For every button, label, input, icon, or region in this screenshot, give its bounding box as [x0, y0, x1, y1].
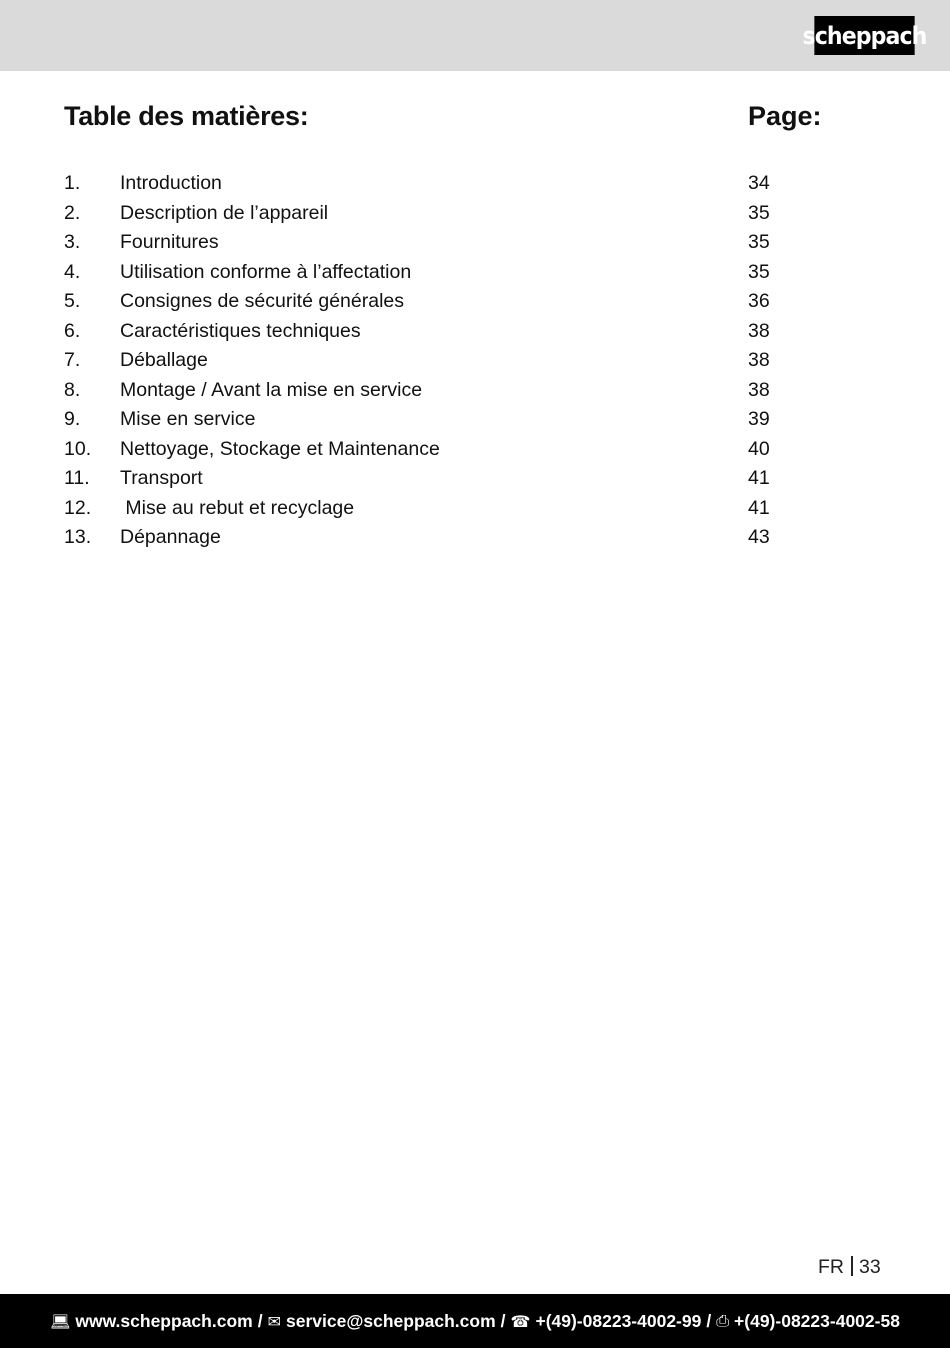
toc-entry-title: Caractéristiques techniques: [120, 319, 361, 342]
toc-entry: [64, 199, 824, 229]
page-number-divider: [851, 1256, 853, 1276]
toc-entry: [64, 464, 824, 494]
toc-entry-page: 38: [748, 349, 770, 371]
toc-entry: [64, 169, 824, 199]
toc-entry-number: 13.: [64, 526, 92, 548]
scheppach-logo: scheppach: [814, 16, 914, 55]
toc-entry: [64, 258, 824, 288]
toc-entry-page: 40: [748, 437, 770, 460]
table-of-contents: [64, 169, 824, 553]
toc-entry-title: Consignes de sécurité générales: [120, 290, 405, 312]
toc-entry-number: 10.: [64, 437, 92, 460]
toc-entry-title: Dépannage: [120, 526, 221, 548]
toc-entry-page: 34: [748, 172, 770, 194]
toc-entry-number: 12.: [64, 496, 92, 519]
toc-entry-page: 38: [748, 378, 770, 401]
footer-separator: /: [706, 1310, 712, 1331]
toc-entry-title: Mise en service: [120, 408, 256, 430]
toc-entry-page: 35: [748, 260, 770, 283]
toc-entry-page: 38: [748, 319, 770, 342]
toc-entry-number: 1.: [64, 172, 81, 194]
computer-icon: 💻︎: [50, 1311, 71, 1331]
toc-entry-number: 9.: [64, 408, 81, 430]
toc-entry-title: Utilisation conforme à l’affectation: [120, 260, 412, 283]
website-text: www.scheppach.com: [75, 1310, 253, 1331]
page-column-heading: Page:: [748, 101, 822, 131]
toc-entry-title: Déballage: [120, 349, 208, 371]
toc-entry-title: Introduction: [120, 172, 222, 194]
toc-entry: [64, 228, 824, 258]
phone-text: +(49)-08223-4002-99: [535, 1310, 702, 1331]
toc-entry-number: 8.: [64, 378, 81, 401]
toc-entry-number: 3.: [64, 231, 81, 253]
toc-entry-page: 41: [748, 496, 770, 519]
fax-text: +(49)-08223-4002-58: [734, 1310, 900, 1331]
toc-entry: [64, 405, 824, 435]
telephone-icon: ☎︎: [510, 1311, 531, 1331]
toc-entry: [64, 317, 824, 347]
toc-entry: [64, 346, 824, 376]
toc-entry-page: 41: [748, 467, 770, 489]
toc-entry: [64, 523, 824, 553]
language-code: FR: [818, 1256, 844, 1278]
toc-entry: [64, 435, 824, 465]
toc-entry-page: 35: [748, 231, 770, 253]
fax-icon: ⎙: [716, 1311, 730, 1330]
toc-entry-number: 7.: [64, 349, 81, 371]
page-number: [818, 1256, 881, 1279]
toc-entry-title: Transport: [120, 467, 203, 489]
toc-entry-number: 11.: [64, 467, 90, 489]
toc-entry-title: Montage / Avant la mise en service: [120, 378, 423, 401]
toc-entry-page: 39: [748, 408, 770, 430]
page-title: Table des matières:: [64, 101, 309, 131]
toc-entry-page: 36: [748, 290, 770, 312]
toc-entry-number: 4.: [64, 260, 81, 283]
toc-entry-page: 35: [748, 201, 770, 224]
envelope-icon: ✉︎: [267, 1311, 281, 1331]
toc-entry: [64, 494, 824, 524]
toc-entry-page: 43: [748, 526, 770, 548]
contact-footer: [0, 1294, 950, 1348]
toc-entry-title: Mise au rebut et recyclage: [120, 496, 355, 519]
footer-separator: /: [257, 1310, 263, 1331]
toc-entry-title: Description de l’appareil: [120, 201, 329, 224]
toc-entry-title: Fournitures: [120, 231, 219, 253]
toc-entry: [64, 376, 824, 406]
toc-entry: [64, 287, 824, 317]
page-number-value: 33: [859, 1256, 881, 1278]
toc-entry-number: 5.: [64, 290, 81, 312]
toc-entry-number: 6.: [64, 319, 81, 342]
footer-separator: /: [500, 1310, 506, 1331]
toc-entry-title: Nettoyage, Stockage et Maintenance: [120, 437, 440, 460]
toc-entry-number: 2.: [64, 201, 81, 224]
email-text: service@scheppach.com: [285, 1310, 496, 1331]
